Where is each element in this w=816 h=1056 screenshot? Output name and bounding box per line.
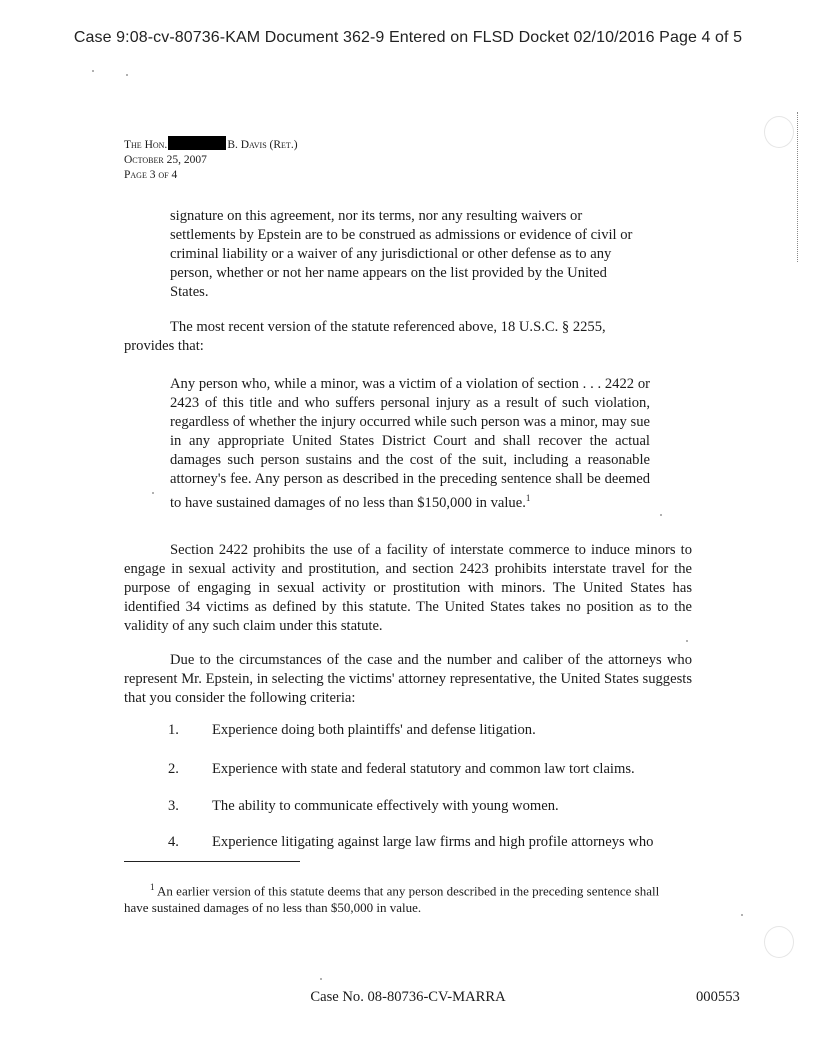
scan-speck	[92, 70, 94, 72]
scan-speck	[660, 514, 662, 516]
docket-header-stamp: Case 9:08-cv-80736-KAM Document 362-9 Entered on FLSD Docket 02/10/2016 Page 4 of 5	[73, 29, 743, 46]
scan-speck	[741, 914, 743, 916]
criteria-number: 3.	[168, 798, 179, 814]
statute-block-quote	[170, 375, 650, 513]
footer-bates-number: 000553	[696, 989, 740, 1005]
criteria-item	[168, 721, 536, 740]
addressee-prefix: The Hon.	[124, 139, 168, 151]
addressee-suffix: B. Davis (Ret.)	[227, 139, 298, 151]
criteria-intro-paragraph: Due to the circumstances of the case and the number and caliber of the attorneys who represent Mr. Epstein, in selecting the victims' attorney representative, the United States suggests that you consider the following criteria:	[124, 652, 692, 706]
criteria-text: The ability to communicate effectively with young women.	[212, 798, 559, 814]
scan-speck	[152, 492, 154, 494]
punch-hole-mark	[764, 116, 794, 148]
criteria-text: Experience with state and federal statutory and common law tort claims.	[212, 761, 635, 777]
criteria-number: 1.	[168, 722, 179, 738]
page-indicator: Page 3 of 4	[124, 169, 178, 181]
scan-speck	[126, 74, 128, 76]
addressee-line	[124, 136, 298, 153]
footnote-number: 1	[150, 882, 155, 892]
letter-date: October 25, 2007	[124, 154, 207, 166]
criteria-text: Experience litigating against large law firms and high profile attorneys who	[212, 834, 654, 850]
footnote-divider	[124, 861, 300, 862]
criteria-item	[168, 760, 635, 779]
footnote-text: An earlier version of this statute deems that any person described in the preceding sentence shall have sustained damages of no less than $50,000 in value.	[124, 883, 660, 916]
scan-edge-mark	[797, 112, 800, 262]
criteria-text: Experience doing both plaintiffs' and defense litigation.	[212, 722, 536, 738]
letterhead	[124, 136, 298, 183]
scan-speck	[686, 640, 688, 642]
criteria-number: 2.	[168, 761, 179, 777]
criteria-item	[168, 797, 559, 816]
footer-case-number: Case No. 08-80736-CV-MARRA	[310, 989, 506, 1005]
footnote	[124, 879, 684, 916]
scan-speck	[320, 978, 322, 980]
punch-hole-mark	[764, 926, 794, 958]
statute-quote-text: Any person who, while a minor, was a victim of a violation of section . . . 2422 or 2423 of this title and who suffers personal injury as a result of such violation, regardless of whether the injury occurred while such person was a minor, may sue in any appropriate United States District Court and shall recover the actual damages such person sustains and the cost of the suit, including a reasonable attorney's fee. Any person as described in the preceding sentence shall be deemed to have sustained damages of no less than $150,000 in value.	[170, 376, 650, 511]
criteria-number: 4.	[168, 834, 179, 850]
statute-intro-paragraph: The most recent version of the statute referenced above, 18 U.S.C. § 2255, provides that:	[124, 319, 606, 354]
footnote-reference: 1	[525, 493, 531, 503]
continued-paragraph: signature on this agreement, nor its terms, nor any resulting waivers or settlements by Epstein are to be construed as admissions or evidence of civil or criminal liability or a waiver of any jurisdictional or other defense as to any person, whether or not her name appears on the list provided by the United States.	[170, 208, 633, 300]
redaction-bar	[168, 136, 226, 150]
section-paragraph: Section 2422 prohibits the use of a facility of interstate commerce to induce minors to engage in sexual activity and prostitution, and section 2423 prohibits interstate travel for the purpose of engaging in sexual activity or prostitution with minors. The United States has identified 34 victims as defined by this statute. The United States takes no position as to the validity of any such claim under this statute.	[124, 542, 692, 634]
criteria-item	[168, 833, 653, 852]
